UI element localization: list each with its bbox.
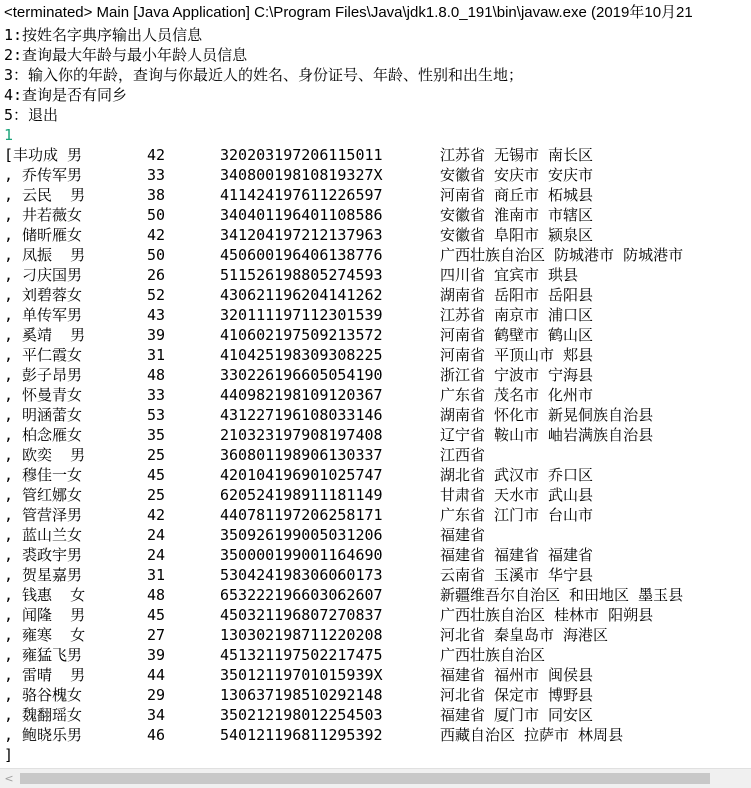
scrollbar-thumb[interactable] (20, 773, 710, 784)
record-address: 湖北省 武汉市 乔口区 (440, 466, 594, 484)
record-id-number: 341204197212137963 (220, 226, 383, 244)
record-row (4, 145, 749, 165)
record-row (4, 305, 749, 325)
record-address: 云南省 玉溪市 华宁县 (440, 566, 594, 584)
record-name: , 骆谷槐女 (4, 686, 83, 704)
record-row (4, 365, 749, 385)
record-id-number: 34080019810819327X (220, 166, 383, 184)
record-address: 河南省 平顶山市 郏县 (440, 346, 594, 364)
record-row (4, 465, 749, 485)
record-age: 39 (147, 326, 166, 344)
record-list (4, 145, 749, 745)
record-age: 53 (147, 406, 166, 424)
record-id-number: 350000199001164690 (220, 546, 383, 564)
record-age: 33 (147, 386, 166, 404)
record-name: , 闻隆 男 (4, 606, 86, 624)
record-id-number: 130637198510292148 (220, 686, 383, 704)
record-address: 甘肃省 天水市 武山县 (440, 486, 594, 504)
record-address: 安徽省 安庆市 安庆市 (440, 166, 594, 184)
record-name: , 柏念雁女 (4, 426, 83, 444)
menu-option-2: 2:查询最大年龄与最小年龄人员信息 (4, 46, 248, 64)
record-row (4, 165, 749, 185)
record-address: 广东省 江门市 台山市 (440, 506, 594, 524)
record-row (4, 525, 749, 545)
record-row (4, 185, 749, 205)
record-id-number: 511526198805274593 (220, 266, 383, 284)
record-row (4, 205, 749, 225)
record-row (4, 285, 749, 305)
record-id-number: 350212198012254503 (220, 706, 383, 724)
record-row (4, 405, 749, 425)
record-age: 43 (147, 306, 166, 324)
record-address: 辽宁省 鞍山市 岫岩满族自治县 (440, 426, 654, 444)
record-name: , 云民 男 (4, 186, 86, 204)
record-id-number: 130302198711220208 (220, 626, 383, 644)
record-age: 45 (147, 466, 166, 484)
record-name: , 穆佳一女 (4, 466, 83, 484)
record-address: 江苏省 南京市 浦口区 (440, 306, 594, 324)
record-row (4, 605, 749, 625)
console-title-bar: <terminated> Main [Java Application] C:\Program Files\Java\jdk1.8.0_191\bin\javaw.exe (2019年10月21 (4, 4, 693, 21)
record-address: 福建省 厦门市 同安区 (440, 706, 594, 724)
record-name: , 储昕雁女 (4, 226, 83, 244)
record-id-number: 411424197611226597 (220, 186, 383, 204)
record-id-number: 360801198906130337 (220, 446, 383, 464)
closing-bracket: ] (4, 746, 14, 764)
record-id-number: 410425198309308225 (220, 346, 383, 364)
record-name: , 钱惠 女 (4, 586, 86, 604)
record-row (4, 445, 749, 465)
record-name: , 鲍晓乐男 (4, 726, 83, 744)
record-row (4, 685, 749, 705)
record-row (4, 485, 749, 505)
record-name: , 明涵蕾女 (4, 406, 83, 424)
record-address: 河北省 秦皇岛市 海港区 (440, 626, 609, 644)
record-name: , 管营泽男 (4, 506, 83, 524)
record-name: , 魏翻瑶女 (4, 706, 83, 724)
record-age: 50 (147, 206, 166, 224)
record-id-number: 431227196108033146 (220, 406, 383, 424)
record-address: 安徽省 阜阳市 颍泉区 (440, 226, 594, 244)
record-age: 48 (147, 366, 166, 384)
record-id-number: 620524198911181149 (220, 486, 383, 504)
record-age: 26 (147, 266, 166, 284)
record-address: 福建省 福州市 闽侯县 (440, 666, 594, 684)
record-address: 湖南省 怀化市 新晃侗族自治县 (440, 406, 654, 424)
record-name: , 平仁霞女 (4, 346, 83, 364)
record-name: , 奚靖 男 (4, 326, 86, 344)
record-address: 福建省 (440, 526, 486, 544)
record-row (4, 665, 749, 685)
record-id-number: 340401196401108586 (220, 206, 383, 224)
record-name: , 乔传军男 (4, 166, 83, 184)
record-name: , 雍猛飞男 (4, 646, 83, 664)
record-id-number: 35012119701015939X (220, 666, 383, 684)
record-address: 河南省 鹤壁市 鹤山区 (440, 326, 594, 344)
record-row (4, 505, 749, 525)
record-id-number: 440781197206258171 (220, 506, 383, 524)
record-name: , 刁庆国男 (4, 266, 83, 284)
record-age: 39 (147, 646, 166, 664)
record-address: 浙江省 宁波市 宁海县 (440, 366, 594, 384)
record-id-number: 530424198306060173 (220, 566, 383, 584)
record-age: 31 (147, 566, 166, 584)
record-name: , 裘政宇男 (4, 546, 83, 564)
record-age: 45 (147, 606, 166, 624)
record-address: 江西省 (440, 446, 486, 464)
record-name: , 怀曼青女 (4, 386, 83, 404)
record-age: 34 (147, 706, 166, 724)
record-age: 42 (147, 506, 166, 524)
record-age: 44 (147, 666, 166, 684)
record-age: 31 (147, 346, 166, 364)
record-id-number: 330226196605054190 (220, 366, 383, 384)
record-id-number: 653222196603062607 (220, 586, 383, 604)
record-id-number: 440982198109120367 (220, 386, 383, 404)
record-id-number: 350926199005031206 (220, 526, 383, 544)
record-row (4, 725, 749, 745)
record-name: , 刘碧蓉女 (4, 286, 83, 304)
record-row (4, 585, 749, 605)
record-age: 42 (147, 226, 166, 244)
record-id-number: 430621196204141262 (220, 286, 383, 304)
record-row (4, 385, 749, 405)
record-name: , 凤振 男 (4, 246, 86, 264)
record-name: , 管红娜女 (4, 486, 83, 504)
record-id-number: 320203197206115011 (220, 146, 383, 164)
record-address: 河北省 保定市 博野县 (440, 686, 594, 704)
record-name: , 雷晴 男 (4, 666, 86, 684)
record-id-number: 450600196406138776 (220, 246, 383, 264)
record-age: 24 (147, 546, 166, 564)
record-row (4, 245, 749, 265)
record-address: 河南省 商丘市 柘城县 (440, 186, 594, 204)
record-id-number: 410602197509213572 (220, 326, 383, 344)
record-age: 52 (147, 286, 166, 304)
record-age: 46 (147, 726, 166, 744)
record-age: 48 (147, 586, 166, 604)
record-age: 33 (147, 166, 166, 184)
record-address: 四川省 宜宾市 珙县 (440, 266, 579, 284)
horizontal-scrollbar[interactable] (0, 768, 751, 788)
record-name: , 欧奕 男 (4, 446, 86, 464)
record-row (4, 625, 749, 645)
record-age: 25 (147, 446, 166, 464)
record-age: 42 (147, 146, 166, 164)
record-name: [丰功成 男 (4, 146, 83, 164)
record-name: , 雍寒 女 (4, 626, 86, 644)
record-address: 福建省 福建省 福建省 (440, 546, 594, 564)
record-address: 西藏自治区 拉萨市 林周县 (440, 726, 624, 744)
record-address: 广西壮族自治区 防城港市 防城港市 (440, 246, 684, 264)
record-age: 29 (147, 686, 166, 704)
console-output[interactable] (4, 25, 749, 767)
record-name: , 蓝山兰女 (4, 526, 83, 544)
record-age: 24 (147, 526, 166, 544)
record-name: , 单传军男 (4, 306, 83, 324)
record-address: 广西壮族自治区 桂林市 阳朔县 (440, 606, 654, 624)
record-name: , 井若薇女 (4, 206, 83, 224)
record-row (4, 565, 749, 585)
record-row (4, 645, 749, 665)
record-id-number: 210323197908197408 (220, 426, 383, 444)
user-input: 1 (4, 126, 14, 144)
record-address: 广东省 茂名市 化州市 (440, 386, 594, 404)
record-age: 35 (147, 426, 166, 444)
record-name: , 彭子昂男 (4, 366, 83, 384)
menu-option-5: 5：退出 (4, 106, 59, 124)
record-row (4, 265, 749, 285)
record-age: 27 (147, 626, 166, 644)
record-row (4, 425, 749, 445)
record-row (4, 325, 749, 345)
scroll-left-arrow-icon[interactable]: < (4, 772, 14, 785)
record-address: 江苏省 无锡市 南长区 (440, 146, 594, 164)
record-row (4, 345, 749, 365)
record-row (4, 225, 749, 245)
record-id-number: 540121196811295392 (220, 726, 383, 744)
menu-option-4: 4:查询是否有同乡 (4, 86, 128, 104)
record-id-number: 320111197112301539 (220, 306, 383, 324)
record-address: 广西壮族自治区 (440, 646, 546, 664)
record-age: 25 (147, 486, 166, 504)
menu-option-1: 1:按姓名字典序输出人员信息 (4, 26, 203, 44)
record-row (4, 545, 749, 565)
menu-option-3: 3：输入你的年龄，查询与你最近人的姓名、身份证号、年龄、性别和出生地； (4, 66, 524, 84)
record-age: 38 (147, 186, 166, 204)
record-id-number: 420104196901025747 (220, 466, 383, 484)
record-age: 50 (147, 246, 166, 264)
record-row (4, 705, 749, 725)
record-address: 安徽省 淮南市 市辖区 (440, 206, 594, 224)
record-address: 新疆维吾尔自治区 和田地区 墨玉县 (440, 586, 684, 604)
record-id-number: 451321197502217475 (220, 646, 383, 664)
record-id-number: 450321196807270837 (220, 606, 383, 624)
record-address: 湖南省 岳阳市 岳阳县 (440, 286, 594, 304)
record-name: , 贺星嘉男 (4, 566, 83, 584)
